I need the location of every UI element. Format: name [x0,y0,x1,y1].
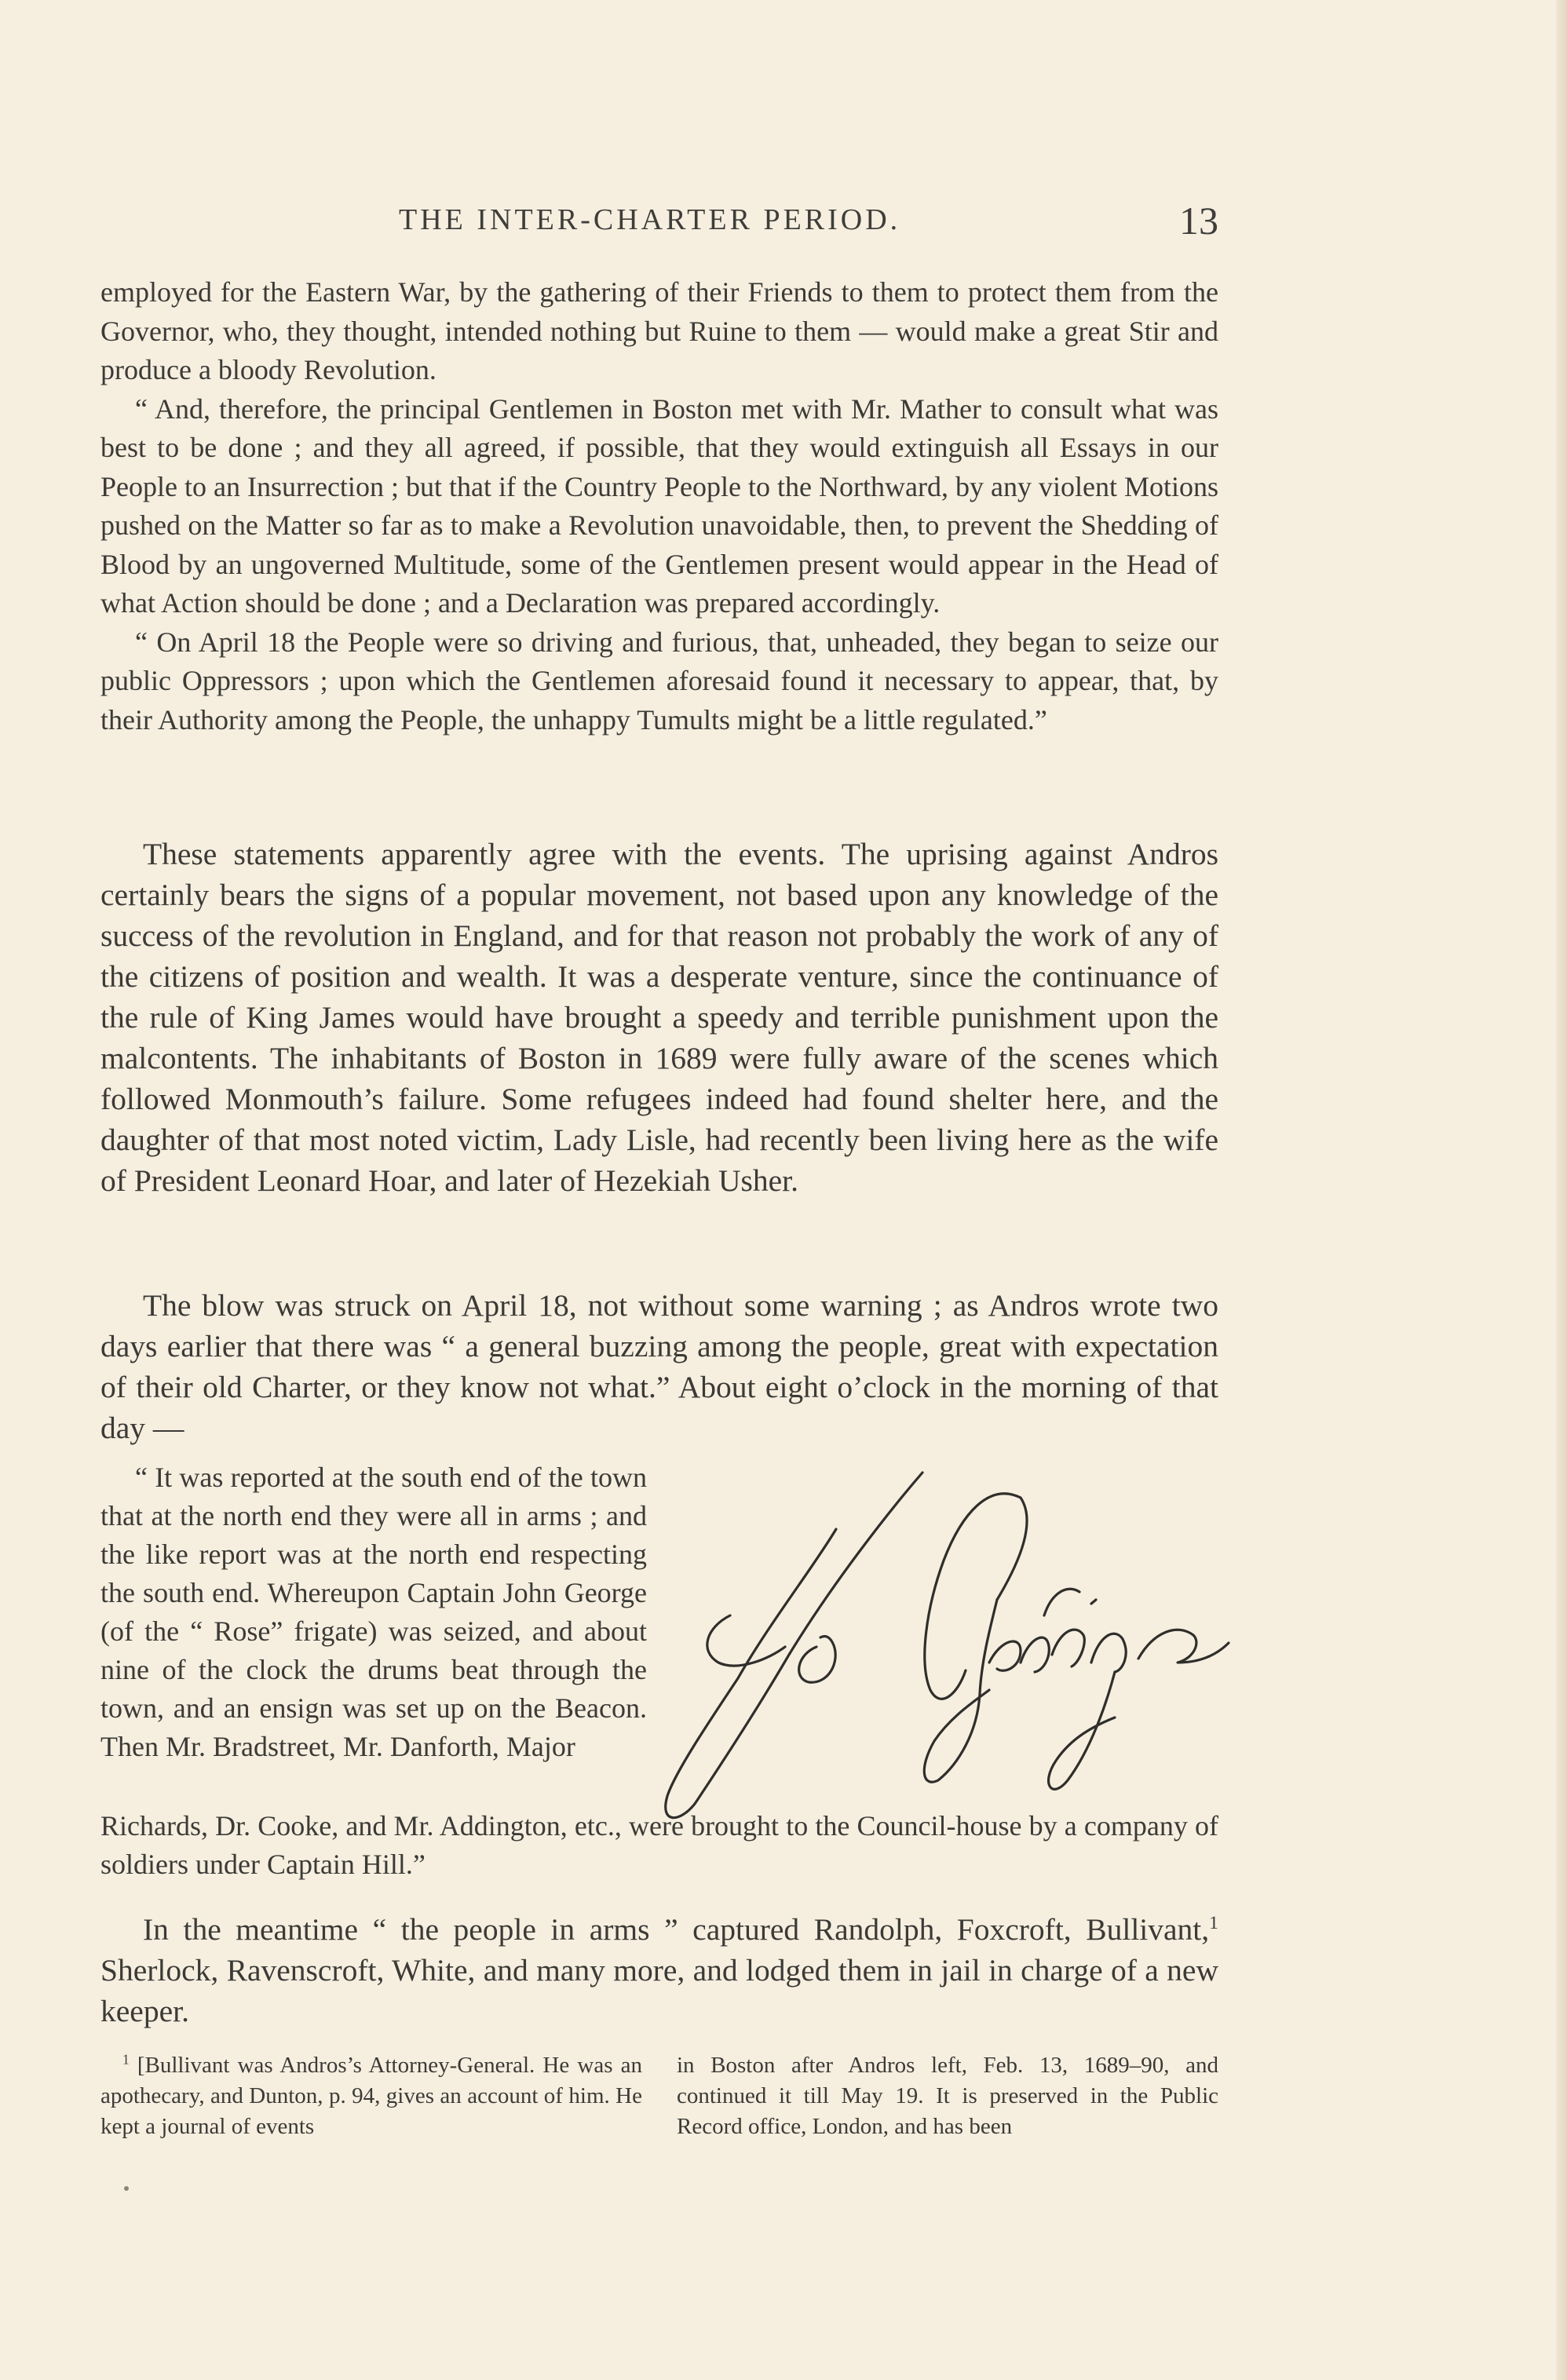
body-paragraph-3-start: In the meantime “ the people in arms ” captured Randolph, Foxcroft, Bullivant, [143,1912,1210,1947]
body-paragraph-3 [100,1909,1218,2031]
inset-quote-tail: Richards, Dr. Cooke, and Mr. Addington, etc., were brought to the Council-house by a company of soldiers under Captain Hill.” [100,1810,1218,1880]
quote-paragraph-1: employed for the Eastern War, by the gathering of their Friends to them to protect them from the Governor, who, they thought, intended nothing but Ruine to them — would make a great Stir and produce a bloody Revolution. [100,276,1218,385]
footnote-text-2: in Boston after Andros left, Feb. 13, 1689–90, and continued it till May 19. It is preserved in the Public Record office, London, and has been [677,2053,1218,2139]
footnote-reference: 1 [1209,1912,1218,1933]
body-section-2 [100,1285,1218,1448]
footnote-column-left [100,2050,642,2142]
body-paragraph-2: The blow was struck on April 18, not without some warning ; as Andros wrote two days earlier that there was “ a general buzzing among the people, great with expectation of their old Charter, or they know not what.” About eight o’clock in the morning of that day — [100,1288,1218,1445]
running-title: THE INTER-CHARTER PERIOD. [399,203,901,236]
body-paragraph-3-end: Sherlock, Ravenscroft, White, and many more, and lodged them in jail in charge of a new keeper. [100,1953,1218,2028]
quote-paragraph-3: “ On April 18 the People were so driving and furious, that, unheaded, they began to seize our public Oppressors ; upon which the Gentlemen aforesaid found it necessary to appear, that, by their Authority among the People, the unhappy Tumults might be a little regulated.” [100,626,1218,736]
quote-paragraph-2: “ And, therefore, the principal Gentlemen in Boston met with Mr. Mather to consult what was best to be done ; and they all agreed, if possible, that they would extinguish all Essays in our People to an Insurrection ; but that if the Country People to the Northward, by any violent Motions pushed on the Matter so far as to make a Revolution unavoidable, then, to prevent the Shedding of Blood by an ungoverned Multitude, some of the Gentlemen present would appear in the Head of what Action should be done ; and a Declaration was prepared accordingly. [100,392,1218,619]
signature-image [652,1466,1233,1827]
footnote-column-right [677,2050,1218,2142]
page-number: 13 [1179,199,1218,243]
body-paragraph-1: These statements apparently agree with the events. The uprising against Andros certainly bears the signs of a popular movement, not based upon any knowledge of the success of the revolution in England, and for that reason not probably the work of any of the citizens of position and wealth. It was a desperate venture, since the continuance of the rule of King James would have brought a speedy and terrible punishment upon the malcontents. The inhabitants of Boston in 1689 were fully aware of the scenes which followed Monmouth’s failure. Some refugees indeed had found shelter here, and the daughter of that most noted victim, Lady Lisle, had recently been living here as the wife of President Leonard Hoar, and later of Hezekiah Usher. [100,837,1218,1198]
body-section-3 [100,1909,1218,2031]
body-section-1 [100,834,1218,1201]
inset-quote-text: “ It was reported at the south end of the town that at the north end they were all in arms ; and the like report was at the north end respecting the south end. Whereupon Captain John George (of the “ Rose” frigate) was seized, and about nine of the clock the drums beat through the town, and an ensign was set up on the Beacon. Then Mr. Bradstreet, Mr. Danforth, Major [100,1462,647,1762]
footnote-text-1 [100,2050,642,2142]
page-speck [124,2186,129,2191]
footnote-marker: 1 [122,2051,130,2068]
page-edge [1556,0,1567,2380]
quoted-passage [100,273,1218,739]
inset-quote-continuation [100,1807,1218,1884]
footnote-body-1: [Bullivant was Andros’s Attorney-General. He was an apothecary, and Dunton, p. 94, gives an account of him. He kept a journal of events [100,2053,642,2139]
page-header [100,195,1218,242]
footnotes [100,2050,1218,2142]
